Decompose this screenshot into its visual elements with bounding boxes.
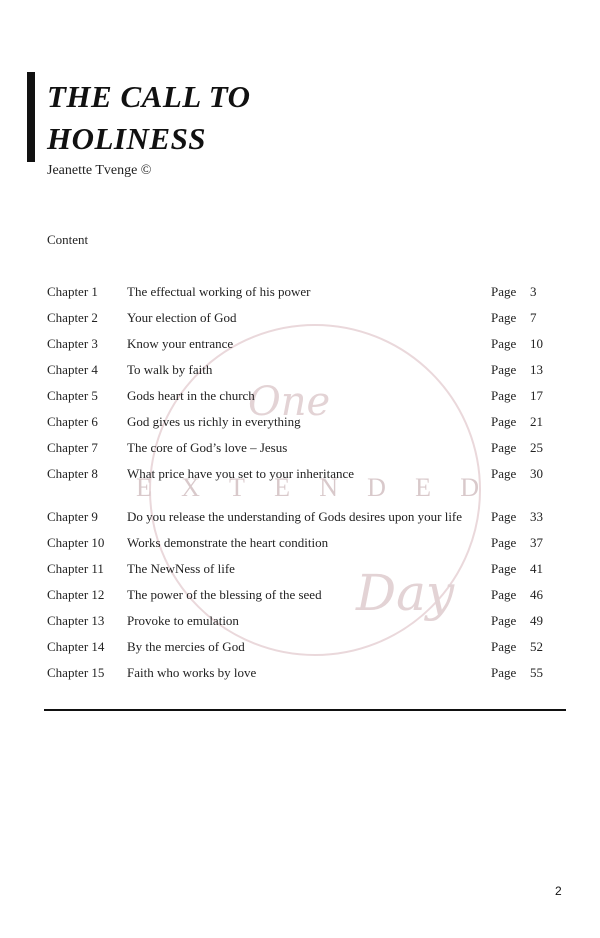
contents-heading: Content [47,232,89,247]
toc-entry-chapter-12 [47,585,567,611]
toc-entry-chapter-1 [47,282,567,308]
toc-entry-chapter-5 [47,386,567,412]
toc-chapter-title: God gives us richly in everything [127,414,301,429]
toc-page-label: Page [491,561,517,576]
toc-chapter-label: Chapter 12 [47,587,105,602]
toc-page-label: Page [491,440,517,455]
toc-entry-chapter-6 [47,412,567,438]
toc-page-label: Page [491,587,517,602]
toc-chapter-title: Do you release the understanding of Gods desires upon your life [127,509,463,524]
toc-chapter-label: Chapter 2 [47,310,98,325]
toc-chapter-title: The effectual working of his power [127,284,311,299]
toc-page-label: Page [491,284,517,299]
toc-chapter-label: Chapter 9 [47,509,98,524]
toc-entry-chapter-2 [47,308,567,334]
toc-page-number: 55 [530,665,543,680]
toc-chapter-label: Chapter 8 [47,466,98,481]
toc-chapter-title: Faith who works by love [127,665,257,680]
watermark-letter: X [181,473,202,502]
toc-entry-chapter-7 [47,438,567,464]
toc-page-label: Page [491,665,517,680]
watermark-script-one: One [248,379,331,425]
divider-rule [44,709,566,711]
toc-chapter-title: To walk by faith [127,362,213,377]
toc-entry-chapter-4 [47,360,567,386]
toc-page-number: 33 [530,509,543,524]
toc-chapter-label: Chapter 7 [47,440,98,455]
toc-page-label: Page [491,362,517,377]
title-accent-bar [27,72,35,162]
toc-chapter-label: Chapter 11 [47,561,104,576]
toc-entry-chapter-15 [47,663,567,689]
toc-chapter-label: Chapter 13 [47,613,105,628]
toc-entry-chapter-8 [47,464,567,490]
watermark-letter: D [367,473,388,502]
toc-page-label: Page [491,509,517,524]
toc-chapter-title: The core of God’s love – Jesus [127,440,288,455]
toc-page-label: Page [491,639,517,654]
watermark-letter: T [229,473,247,502]
toc-entry-chapter-3 [47,334,567,360]
toc-page-number: 21 [530,414,543,429]
toc-page-number: 37 [530,535,543,550]
watermark-letter: D [460,473,481,502]
toc-chapter-title: Works demonstrate the heart condition [127,535,329,550]
toc-page-label: Page [491,414,517,429]
toc-chapter-label: Chapter 15 [47,665,105,680]
toc-chapter-label: Chapter 1 [47,284,98,299]
toc-page-label: Page [491,535,517,550]
toc-entry-chapter-11 [47,559,567,585]
toc-chapter-label: Chapter 10 [47,535,105,550]
toc-chapter-label: Chapter 14 [47,639,105,654]
toc-page-number: 3 [530,284,537,299]
toc-entry-chapter-13 [47,611,567,637]
toc-entry-chapter-9 [47,507,567,533]
toc-page-number: 49 [530,613,543,628]
toc-chapter-title: By the mercies of God [127,639,245,654]
watermark-letter: N [319,473,340,502]
toc-page-number: 13 [530,362,543,377]
toc-chapter-title: Provoke to emulation [127,613,239,628]
toc-chapter-title: The NewNess of life [127,561,235,576]
watermark-letter: E [415,473,434,502]
toc-chapter-title: Your election of God [127,310,237,325]
toc-chapter-title: Know your entrance [127,336,234,351]
toc-entry-chapter-14 [47,637,567,663]
toc-page-number: 10 [530,336,543,351]
toc-entry-chapter-10 [47,533,567,559]
toc-chapter-title: Gods heart in the church [127,388,255,403]
toc-page-number: 25 [530,440,543,455]
toc-page-label: Page [491,310,517,325]
toc-page-number: 46 [530,587,543,602]
toc-page-number: 17 [530,388,543,403]
watermark-letter: E [274,473,293,502]
toc-page-number: 7 [530,310,537,325]
toc-chapter-label: Chapter 6 [47,414,98,429]
toc-chapter-title: What price have you set to your inheritance [127,466,355,481]
document-title-line-1: THE CALL TO [47,79,251,114]
author-copyright: Jeanette Tvenge © [47,163,152,178]
toc-page-label: Page [491,336,517,351]
toc-chapter-label: Chapter 5 [47,388,98,403]
document-title-line-2: HOLINESS [47,121,207,156]
toc-page-number: 30 [530,466,543,481]
toc-page-label: Page [491,613,517,628]
toc-page-label: Page [491,466,517,481]
watermark-letter: E [136,473,154,502]
document-title [47,76,251,160]
toc-chapter-label: Chapter 4 [47,362,98,377]
watermark-script-day: Day [356,564,455,622]
toc-chapter-title: The power of the blessing of the seed [127,587,322,602]
table-of-contents [47,282,567,689]
toc-chapter-label: Chapter 3 [47,336,98,351]
toc-page-label: Page [491,388,517,403]
toc-page-number: 41 [530,561,543,576]
toc-page-number: 52 [530,639,543,654]
page-number: 2 [555,884,562,898]
